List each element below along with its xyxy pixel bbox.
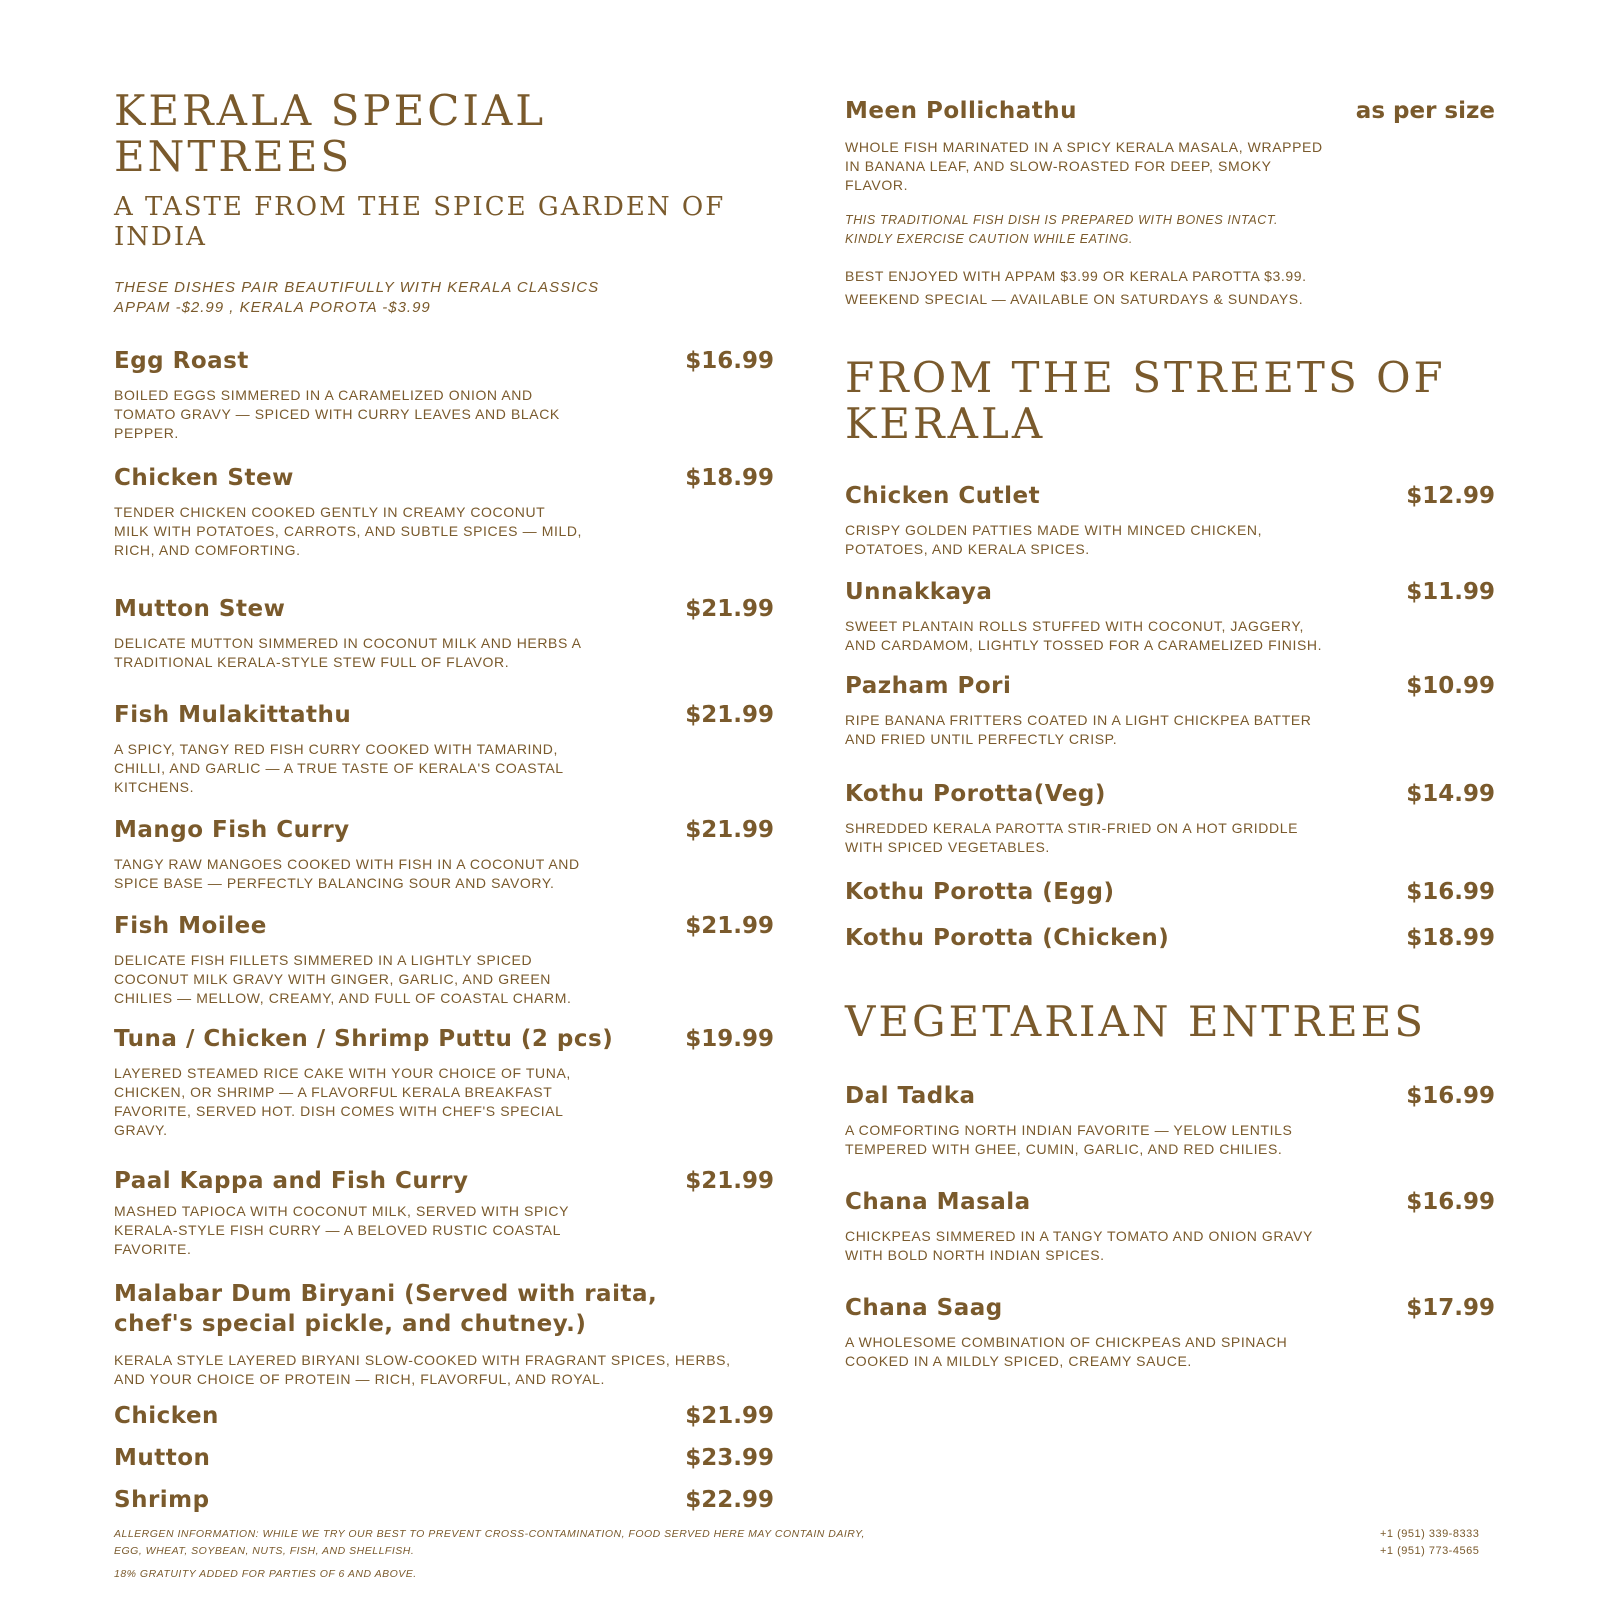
item-price: $12.99 bbox=[1406, 483, 1495, 509]
item-price: $16.99 bbox=[1406, 879, 1495, 905]
biryani-option-shrimp bbox=[114, 1485, 774, 1515]
item-name: Unnakkaya bbox=[845, 579, 993, 605]
section-title-line2: KERALA bbox=[845, 399, 1046, 448]
item-description: TENDER CHICKEN COOKED GENTLY IN CREAMY COCONUT MILK WITH POTATOES, CARROTS, AND SUBTLE SPICES — MILD, RICH, AND COMFORTING. bbox=[114, 504, 583, 558]
menu-item-kothu-porotta-veg bbox=[845, 779, 1495, 857]
pairing-note-line1: THESE DISHES PAIR BEAUTIFULLY WITH KERALA CLASSICS bbox=[114, 279, 600, 296]
section-subtitle: A TASTE FROM THE SPICE GARDEN OF INDIA bbox=[114, 192, 726, 252]
item-name: Chicken Cutlet bbox=[845, 483, 1041, 509]
item-name: Chicken Stew bbox=[114, 465, 294, 491]
menu-item-paal-kappa bbox=[114, 1166, 774, 1259]
menu-item-mutton-stew bbox=[114, 594, 774, 672]
pairing-line: BEST ENJOYED WITH APPAM $3.99 OR KERALA PAROTTA $3.99. bbox=[845, 268, 1307, 284]
menu-item-puttu bbox=[114, 1024, 774, 1140]
item-price: $11.99 bbox=[1406, 579, 1495, 605]
item-name: Fish Moilee bbox=[114, 913, 267, 939]
item-price: as per size bbox=[1355, 98, 1495, 124]
menu-item-mango-fish-curry bbox=[114, 815, 774, 893]
biryani-option-mutton bbox=[114, 1443, 774, 1473]
item-description: TANGY RAW MANGOES COOKED WITH FISH IN A COCONUT AND SPICE BASE — PERFECTLY BALANCING SOUR AND SAVORY. bbox=[114, 856, 580, 891]
option-price: $23.99 bbox=[685, 1445, 774, 1471]
item-price: $18.99 bbox=[1406, 925, 1495, 951]
menu-item-chana-saag bbox=[845, 1293, 1495, 1371]
item-description: SWEET PLANTAIN ROLLS STUFFED WITH COCONUT, JAGGERY, AND CARDAMOM, LIGHTLY TOSSED FOR A CARAMELIZED FINISH. bbox=[845, 618, 1323, 653]
item-price: $14.99 bbox=[1406, 781, 1495, 807]
item-description: MASHED TAPIOCA WITH COCONUT MILK, SERVED WITH SPICY KERALA-STYLE FISH CURRY — A BELOVED RUSTIC COASTAL FAVORITE. bbox=[114, 1203, 569, 1257]
item-description: DELICATE MUTTON SIMMERED IN COCONUT MILK AND HERBS A TRADITIONAL KERALA-STYLE STEW FULL OF FLAVOR. bbox=[114, 635, 581, 670]
item-price: $17.99 bbox=[1406, 1295, 1495, 1321]
right-column bbox=[845, 96, 1495, 1371]
option-name: Mutton bbox=[114, 1445, 211, 1471]
item-name: Chana Saag bbox=[845, 1295, 1003, 1321]
option-price: $21.99 bbox=[685, 1403, 774, 1429]
item-name: Pazham Pori bbox=[845, 673, 1012, 699]
item-price: $18.99 bbox=[685, 465, 774, 491]
menu-item-kothu-porotta-chicken bbox=[845, 923, 1495, 953]
menu-item-dal-tadka bbox=[845, 1081, 1495, 1159]
menu-item-pazham-pori bbox=[845, 671, 1495, 749]
item-description: CHICKPEAS SIMMERED IN A TANGY TOMATO AND ONION GRAVY WITH BOLD NORTH INDIAN SPICES. bbox=[845, 1228, 1313, 1263]
item-name: Mutton Stew bbox=[114, 596, 286, 622]
item-name: Egg Roast bbox=[114, 348, 249, 374]
item-description: KERALA STYLE LAYERED BIRYANI SLOW-COOKED WITH FRAGRANT SPICES, HERBS, AND YOUR CHOICE OF PROTEIN — RICH, FLAVORFUL, AND ROYAL. bbox=[114, 1352, 731, 1387]
item-price: $21.99 bbox=[685, 702, 774, 728]
item-name: Chana Masala bbox=[845, 1189, 1031, 1215]
item-name: Kothu Porotta (Egg) bbox=[845, 879, 1115, 905]
phone-number: +1 (951) 773-4565 bbox=[1380, 1545, 1480, 1557]
section-title-kerala-special: KERALA SPECIAL ENTREES bbox=[114, 86, 547, 181]
bones-caution-note: THIS TRADITIONAL FISH DISH IS PREPARED WITH BONES INTACT. KINDLY EXERCISE CAUTION WHILE EATING. bbox=[845, 213, 1279, 246]
item-description: RIPE BANANA FRITTERS COATED IN A LIGHT CHICKPEA BATTER AND FRIED UNTIL PERFECTLY CRISP. bbox=[845, 712, 1312, 747]
item-name: Malabar Dum Biryani (Served with raita, chef's special pickle, and chutney.) bbox=[114, 1281, 658, 1337]
item-description: A WHOLESOME COMBINATION OF CHICKPEAS AND SPINACH COOKED IN A MILDLY SPICED, CREAMY SAUCE. bbox=[845, 1334, 1288, 1369]
pairing-and-weekend-note bbox=[845, 265, 1325, 311]
item-name: Fish Mulakittathu bbox=[114, 702, 352, 728]
menu-item-chana-masala bbox=[845, 1187, 1495, 1265]
section-title-streets bbox=[845, 355, 1495, 447]
item-price: $16.99 bbox=[1406, 1083, 1495, 1109]
menu-item-chicken-cutlet bbox=[845, 481, 1495, 559]
footer-notes bbox=[114, 1526, 894, 1583]
item-description: BOILED EGGS SIMMERED IN A CARAMELIZED ONION AND TOMATO GRAVY — SPICED WITH CURRY LEAVES AND BLACK PEPPER. bbox=[114, 387, 560, 441]
item-price: $16.99 bbox=[1406, 1189, 1495, 1215]
item-description: CRISPY GOLDEN PATTIES MADE WITH MINCED CHICKEN, POTATOES, AND KERALA SPICES. bbox=[845, 522, 1263, 557]
phone-number: +1 (951) 339-8333 bbox=[1380, 1528, 1480, 1540]
option-name: Chicken bbox=[114, 1403, 219, 1429]
item-price: $10.99 bbox=[1406, 673, 1495, 699]
menu-item-fish-mulakittathu bbox=[114, 700, 774, 797]
menu-item-egg-roast bbox=[114, 346, 774, 443]
item-price: $21.99 bbox=[685, 1168, 774, 1194]
item-price: $16.99 bbox=[685, 348, 774, 374]
menu-item-malabar-biryani bbox=[114, 1279, 774, 1515]
vegetarian-entrees-section bbox=[845, 999, 1495, 1371]
item-name: Kothu Porotta (Chicken) bbox=[845, 925, 1170, 951]
item-name: Meen Pollichathu bbox=[845, 98, 1078, 124]
item-description: WHOLE FISH MARINATED IN A SPICY KERALA MASALA, WRAPPED IN BANANA LEAF, AND SLOW-ROASTED FOR DEEP, SMOKY FLAVOR. bbox=[845, 139, 1323, 193]
item-description: A SPICY, TANGY RED FISH CURRY COOKED WITH TAMARIND, CHILLI, AND GARLIC — A TRUE TASTE OF KERALA'S COASTAL KITCHENS. bbox=[114, 741, 564, 795]
allergen-info: ALLERGEN INFORMATION: WHILE WE TRY OUR BEST TO PREVENT CROSS-CONTAMINATION, FOOD SERVED HERE MAY CONTAIN DAIRY, EGG, WHEAT, SOYBEAN, NUTS, FISH, AND SHELLFISH. bbox=[114, 1528, 865, 1557]
item-price: $21.99 bbox=[685, 596, 774, 622]
menu-item-kothu-porotta-egg bbox=[845, 877, 1495, 907]
gratuity-note: 18% GRATUITY ADDED FOR PARTIES OF 6 AND ABOVE. bbox=[114, 1568, 417, 1580]
menu-item-chicken-stew bbox=[114, 463, 774, 560]
pairing-note bbox=[114, 278, 774, 318]
section-title-vegetarian: VEGETARIAN ENTREES bbox=[845, 997, 1427, 1046]
item-description: LAYERED STEAMED RICE CAKE WITH YOUR CHOICE OF TUNA, CHICKEN, OR SHRIMP — A FLAVORFUL KERALA BREAKFAST FAVORITE, SERVED HOT. DISH COMES WITH CHEF'S SPECIAL GRAVY. bbox=[114, 1065, 571, 1138]
item-price: $19.99 bbox=[685, 1026, 774, 1052]
menu-item-fish-moilee bbox=[114, 911, 774, 1008]
menu-item-unnakkaya bbox=[845, 577, 1495, 655]
biryani-option-chicken bbox=[114, 1401, 774, 1431]
option-price: $22.99 bbox=[685, 1487, 774, 1513]
item-price: $21.99 bbox=[685, 817, 774, 843]
item-description: SHREDDED KERALA PAROTTA STIR-FRIED ON A HOT GRIDDLE WITH SPICED VEGETABLES. bbox=[845, 820, 1299, 855]
item-name: Paal Kappa and Fish Curry bbox=[114, 1168, 469, 1194]
pairing-note-line2: APPAM -$2.99 , KERALA POROTA -$3.99 bbox=[114, 299, 431, 316]
item-description: DELICATE FISH FILLETS SIMMERED IN A LIGHTLY SPICED COCONUT MILK GRAVY WITH GINGER, GARLIC, AND GREEN CHILIES — MELLOW, CREAMY, AND FULL OF COASTAL CHARM. bbox=[114, 952, 572, 1006]
option-name: Shrimp bbox=[114, 1487, 210, 1513]
streets-of-kerala-section bbox=[845, 355, 1495, 953]
item-description: A COMFORTING NORTH INDIAN FAVORITE — YELOW LENTILS TEMPERED WITH GHEE, CUMIN, GARLIC, AND RED CHILIES. bbox=[845, 1122, 1293, 1157]
item-name: Dal Tadka bbox=[845, 1083, 976, 1109]
section-title-line1: FROM THE STREETS OF bbox=[845, 353, 1446, 402]
item-price: $21.99 bbox=[685, 913, 774, 939]
item-name: Mango Fish Curry bbox=[114, 817, 350, 843]
weekend-special-line: WEEKEND SPECIAL — AVAILABLE ON SATURDAYS & SUNDAYS. bbox=[845, 291, 1304, 307]
item-name: Tuna / Chicken / Shrimp Puttu (2 pcs) bbox=[114, 1026, 614, 1052]
menu-item-meen-pollichathu bbox=[845, 96, 1495, 311]
item-name: Kothu Porotta(Veg) bbox=[845, 781, 1106, 807]
contact-phones bbox=[1380, 1526, 1500, 1560]
kerala-special-entrees-section bbox=[114, 88, 774, 1515]
